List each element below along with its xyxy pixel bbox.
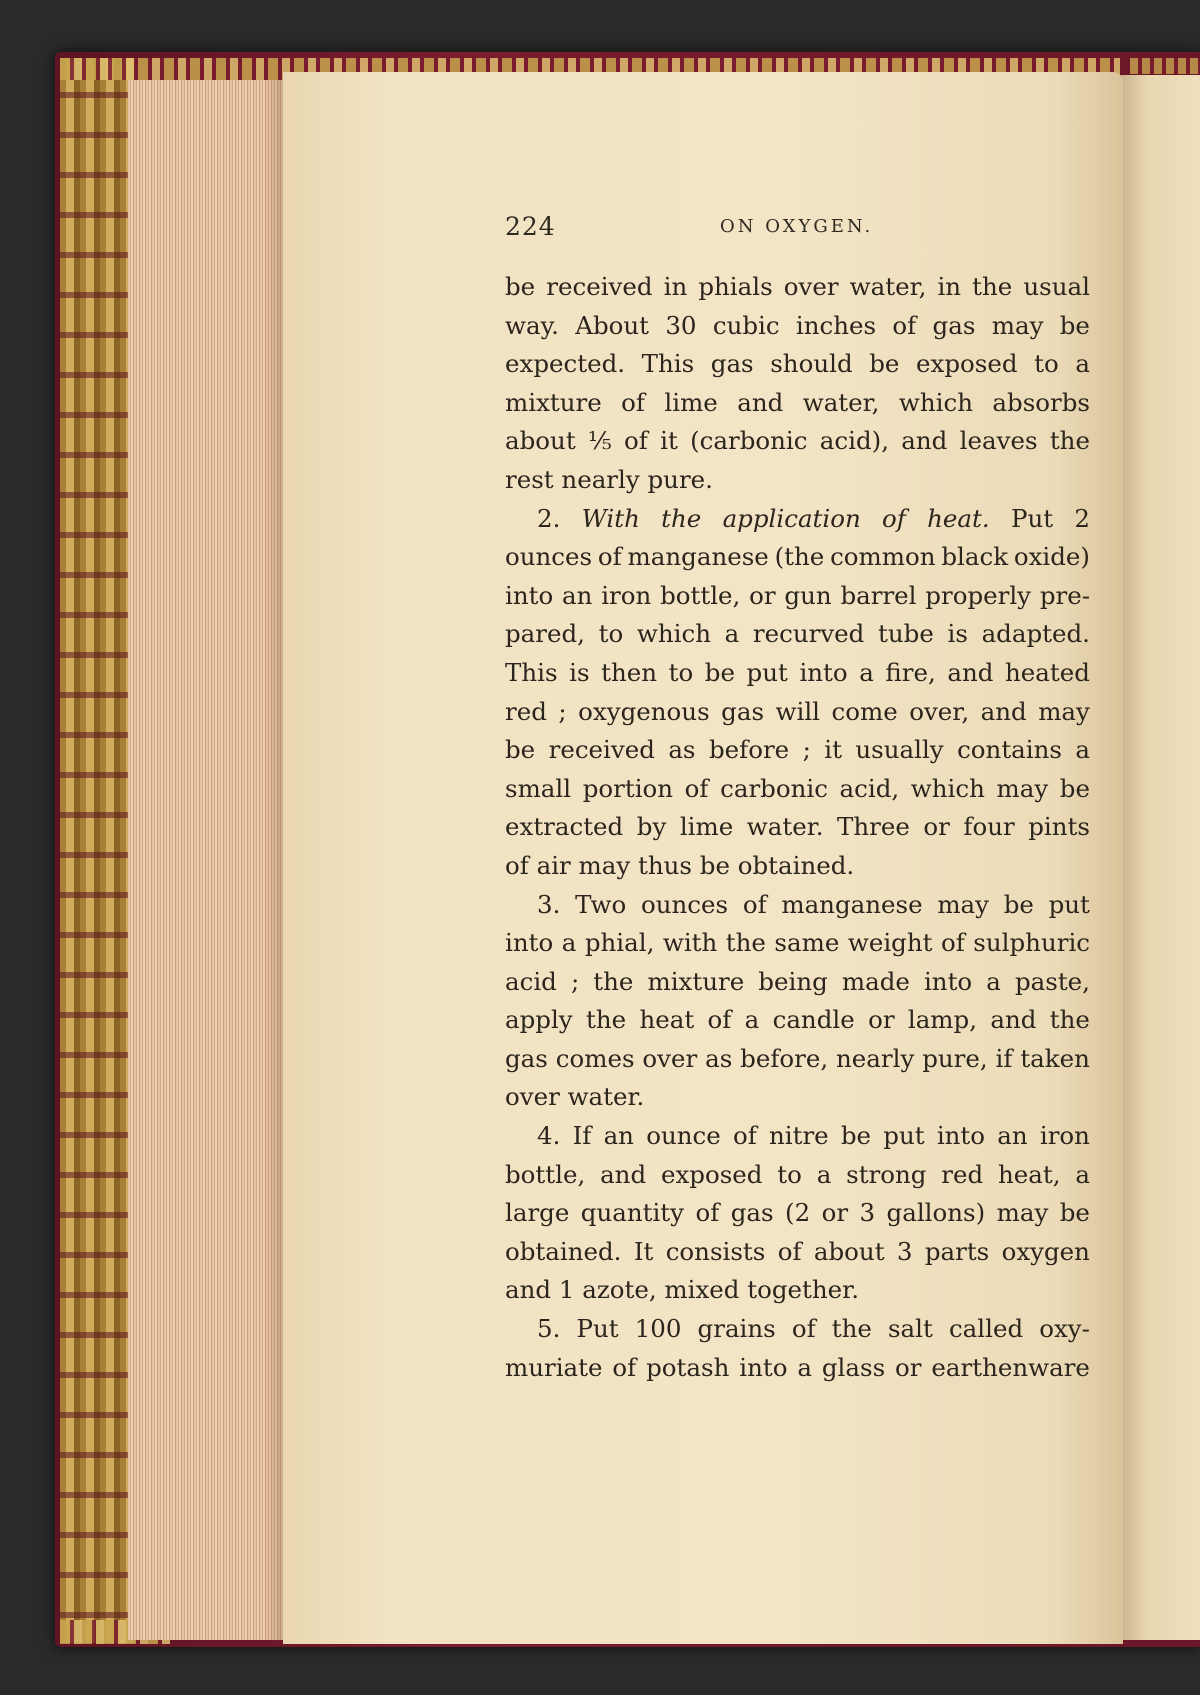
text-line — [505, 500, 1090, 539]
text-word: a — [1075, 349, 1090, 379]
text-word: way. — [505, 310, 559, 340]
text-line — [505, 1156, 1090, 1195]
text-word: a — [1075, 1159, 1090, 1189]
text-word: pure, — [922, 1043, 988, 1073]
text-word: ; — [570, 966, 580, 996]
text-word: the — [661, 503, 702, 533]
text-word: tube — [878, 619, 934, 649]
text-word: heat. — [927, 503, 990, 533]
text-word: may — [1038, 696, 1090, 726]
text-word: received — [546, 272, 653, 301]
text-line — [505, 307, 1090, 346]
text-word: and — [737, 387, 784, 417]
text-line — [505, 1001, 1090, 1040]
text-word: put — [1048, 889, 1090, 919]
text-word: muriate — [505, 1352, 603, 1382]
text-word: be — [1059, 773, 1090, 803]
text-word: 4. — [537, 1121, 561, 1151]
text-word: consists — [665, 1236, 766, 1266]
text-word: lime — [664, 387, 718, 417]
text-line-content: and 1 azote, mixed together. — [505, 1275, 859, 1305]
text-word: to — [777, 1159, 802, 1189]
text-word: paste, — [1014, 966, 1090, 996]
text-word: obtained. — [505, 1236, 622, 1266]
text-word: cubic — [712, 310, 780, 340]
text-word: manganese — [781, 889, 923, 919]
text-word: About — [575, 310, 650, 340]
text-word: taken — [1020, 1043, 1090, 1073]
text-word: a — [724, 619, 740, 649]
text-word: heated — [1005, 657, 1090, 687]
text-word: quantity — [580, 1198, 684, 1228]
text-word: an — [603, 1121, 634, 1151]
text-line — [505, 1117, 1090, 1156]
text-line — [505, 1194, 1090, 1233]
text-word: potash — [646, 1352, 730, 1382]
text-word: Put — [1010, 503, 1054, 533]
text-word: should — [770, 349, 853, 379]
text-word: expected. — [505, 349, 626, 379]
text-word: grains — [697, 1314, 776, 1344]
text-word: bottle, — [505, 1159, 586, 1189]
page-edge-ornament — [1130, 58, 1200, 74]
text-word: be — [840, 1121, 872, 1151]
text-word: into — [923, 966, 973, 996]
text-word: the — [1049, 1005, 1090, 1035]
text-word: heat, — [998, 1159, 1061, 1189]
text-word: ; — [558, 696, 567, 726]
text-word: or — [895, 1352, 922, 1382]
text-word: of — [621, 387, 645, 417]
text-word: may — [996, 773, 1049, 803]
text-word: lamp, — [907, 1005, 978, 1035]
text-word: Two — [575, 889, 627, 919]
text-word: over — [783, 272, 839, 301]
text-word: or — [868, 1005, 895, 1035]
text-word: glass — [821, 1352, 886, 1382]
text-word: be — [1003, 889, 1034, 919]
text-word: a — [797, 1352, 812, 1382]
text-word: to — [1034, 349, 1059, 379]
text-word: recurved — [752, 619, 865, 649]
text-word: over, — [909, 696, 970, 726]
text-word: sulphuric — [973, 928, 1090, 958]
text-word: phial, — [584, 928, 655, 958]
text-word: common — [830, 542, 936, 572]
text-word: of — [940, 928, 965, 958]
text-word: leaves — [959, 426, 1038, 456]
text-word: or — [923, 812, 950, 842]
text-word: of — [612, 1352, 637, 1382]
text-word: exposed — [660, 1159, 763, 1189]
text-word: gas — [721, 696, 765, 726]
text-line — [505, 847, 1090, 886]
text-word: it — [660, 426, 678, 456]
text-line — [505, 577, 1090, 616]
text-word: as — [668, 735, 696, 765]
text-word: mixture — [647, 966, 745, 996]
text-word: may — [937, 889, 989, 919]
text-word: a — [986, 966, 1001, 996]
text-line — [505, 422, 1090, 461]
facing-page-edge — [1120, 75, 1200, 1640]
text-word: nitre — [768, 1121, 829, 1151]
text-word: nearly — [836, 1043, 915, 1073]
text-word: the — [972, 272, 1013, 301]
text-word: to — [668, 657, 694, 687]
gilt-border-ornament — [60, 58, 135, 1643]
text-word: into — [739, 1352, 788, 1382]
text-word: over — [642, 1043, 698, 1073]
text-word: water. — [746, 812, 824, 842]
text-word: extracted — [505, 812, 624, 842]
text-line — [505, 924, 1090, 963]
text-word: (carbonic — [690, 426, 808, 456]
text-word: a — [561, 928, 577, 958]
text-word: properly — [925, 580, 1032, 610]
text-word: an — [997, 1121, 1028, 1151]
text-word: ; — [802, 735, 811, 765]
text-word: into — [505, 928, 554, 958]
running-head: ON OXYGEN. — [720, 216, 874, 237]
text-line — [505, 538, 1090, 577]
text-line — [505, 731, 1090, 770]
text-word: 5. — [537, 1314, 561, 1344]
text-word: lime — [679, 812, 734, 842]
text-word: of — [892, 310, 917, 340]
text-word: ounces — [641, 889, 729, 919]
text-word: into — [799, 657, 848, 687]
text-word: be — [1059, 310, 1090, 340]
text-word: oxygen — [1001, 1236, 1090, 1266]
text-word: into — [505, 580, 554, 610]
page-header — [505, 212, 1095, 252]
text-word: water, — [849, 272, 927, 301]
text-word: Three — [837, 812, 910, 842]
text-word: by — [636, 812, 667, 842]
text-word: gas — [710, 349, 754, 379]
text-word: gas — [932, 310, 976, 340]
text-word: be — [869, 349, 900, 379]
text-word: ⅕ — [587, 426, 612, 456]
text-word: and — [947, 657, 994, 687]
text-word: a — [744, 1005, 760, 1035]
text-word: of — [791, 1314, 816, 1344]
text-word: of — [742, 889, 767, 919]
text-word: mixture — [505, 387, 602, 417]
text-word: pre- — [1039, 580, 1090, 610]
text-word: red — [941, 1159, 984, 1189]
text-line — [505, 808, 1090, 847]
text-word: of — [684, 773, 709, 803]
text-line — [505, 1233, 1090, 1272]
text-word: If — [572, 1121, 592, 1151]
text-word: of — [624, 426, 648, 456]
text-word: and — [600, 1159, 647, 1189]
text-word: red — [505, 696, 547, 726]
text-word: iron — [601, 580, 652, 610]
text-word: apply — [505, 1005, 573, 1035]
text-word: it — [824, 735, 842, 765]
text-word: the — [831, 1314, 872, 1344]
text-word: of — [882, 503, 906, 533]
text-word: into — [936, 1121, 986, 1151]
text-word: absorbs — [992, 387, 1090, 417]
text-word: same — [774, 928, 840, 958]
text-word: about — [813, 1236, 885, 1266]
text-line — [505, 1310, 1090, 1349]
text-word: and — [990, 1005, 1037, 1035]
text-line — [505, 1078, 1090, 1117]
text-word: parts — [924, 1236, 990, 1266]
text-line — [505, 770, 1090, 809]
text-word: 3 — [859, 1198, 876, 1228]
text-word: pared, — [505, 619, 585, 649]
text-word: the — [593, 966, 634, 996]
text-word: received — [548, 735, 655, 765]
text-word: gallons) — [886, 1198, 986, 1228]
text-word: portion — [582, 773, 674, 803]
text-word: the — [725, 928, 766, 958]
text-word: or — [821, 1198, 849, 1228]
text-word: may — [991, 310, 1044, 340]
text-word: 100 — [634, 1314, 682, 1344]
text-word: called — [948, 1314, 1024, 1344]
text-word: oxide) — [1013, 542, 1090, 572]
text-word: be — [1059, 1198, 1090, 1228]
text-word: of — [597, 542, 622, 572]
text-line — [505, 1349, 1090, 1388]
text-word: to — [598, 619, 624, 649]
text-word: oxygenous — [578, 696, 710, 726]
text-word: barrel — [840, 580, 917, 610]
text-word: weight — [847, 928, 933, 958]
text-word: acid — [505, 966, 557, 996]
text-word: about — [505, 426, 576, 456]
text-line — [505, 268, 1090, 307]
text-word: in — [937, 272, 962, 301]
text-word: before, — [740, 1043, 829, 1073]
text-word: of — [695, 1198, 720, 1228]
text-word: inches — [795, 310, 877, 340]
text-word: water, — [802, 387, 880, 417]
text-word: of — [707, 1005, 732, 1035]
text-line — [505, 1271, 1090, 1310]
text-word: is — [947, 619, 968, 649]
text-word: the — [585, 1005, 627, 1035]
text-word: before — [708, 735, 790, 765]
page-stack-edge — [128, 80, 283, 1640]
text-word: of — [732, 1121, 757, 1151]
text-word: is — [569, 657, 590, 687]
text-word: in — [663, 272, 688, 301]
text-word: be — [704, 657, 735, 687]
text-word: gas — [505, 1043, 548, 1073]
text-word: with — [662, 928, 718, 958]
text-word: carbonic — [720, 773, 828, 803]
text-line-content: rest nearly pure. — [505, 464, 713, 494]
text-word: 3. — [537, 889, 561, 919]
text-word: (the — [774, 542, 825, 572]
text-word: heat — [639, 1005, 695, 1035]
text-word: (2 — [785, 1198, 811, 1228]
text-word: a — [816, 1159, 832, 1189]
text-word: phials — [698, 272, 773, 301]
text-word: With — [581, 503, 640, 533]
text-word: ounces — [505, 542, 593, 572]
text-line — [505, 461, 1090, 500]
text-word: made — [841, 966, 910, 996]
text-line — [505, 963, 1090, 1002]
text-word: small — [505, 773, 572, 803]
text-line — [505, 693, 1090, 732]
text-word: then — [601, 657, 658, 687]
text-line — [505, 384, 1090, 423]
text-word: four — [963, 812, 1015, 842]
text-word: be — [505, 735, 536, 765]
text-word: being — [758, 966, 828, 996]
text-line — [505, 886, 1090, 925]
text-word: which — [910, 773, 985, 803]
text-word: adapted. — [981, 619, 1090, 649]
text-word: an — [562, 580, 593, 610]
text-word: which — [898, 387, 973, 417]
text-word: application — [722, 503, 861, 533]
text-word: contains — [957, 735, 1062, 765]
text-word: usually — [855, 735, 944, 765]
text-word: may — [996, 1198, 1049, 1228]
text-word: 2. — [537, 503, 561, 533]
text-word: acid, — [839, 773, 900, 803]
text-word: usual — [1023, 272, 1090, 301]
text-word: a — [859, 657, 874, 687]
text-word: as — [705, 1043, 733, 1073]
text-word: It — [633, 1236, 654, 1266]
text-word: oxy- — [1039, 1314, 1090, 1344]
text-word: salt — [887, 1314, 933, 1344]
text-word: gun — [784, 580, 832, 610]
text-word: put — [746, 657, 788, 687]
text-word: will — [775, 696, 821, 726]
text-line — [505, 615, 1090, 654]
text-word: 30 — [665, 310, 697, 340]
text-word: be — [505, 272, 536, 301]
text-word: the — [1049, 426, 1090, 456]
text-word: exposed — [916, 349, 1018, 379]
text-word: or — [749, 580, 776, 610]
text-word: ounce — [646, 1121, 721, 1151]
text-line-content: over water. — [505, 1082, 645, 1112]
text-word: put — [883, 1121, 925, 1151]
text-word: This — [641, 349, 695, 379]
text-word: large — [505, 1198, 570, 1228]
text-word: earthenware — [931, 1352, 1090, 1382]
text-word: 2 — [1074, 503, 1090, 533]
text-word: acid), — [819, 426, 889, 456]
text-word: come — [831, 696, 898, 726]
text-word: strong — [846, 1159, 927, 1189]
text-word: comes — [555, 1043, 635, 1073]
text-line — [505, 1040, 1090, 1079]
text-word: of — [777, 1236, 802, 1266]
text-word: This — [505, 657, 558, 687]
text-word: which — [636, 619, 711, 649]
page-number: 224 — [505, 212, 556, 241]
text-line — [505, 654, 1090, 693]
text-line-content: of air may thus be obtained. — [505, 850, 855, 880]
text-word: fire, — [885, 657, 936, 687]
text-line — [505, 345, 1090, 384]
text-word: if — [995, 1043, 1013, 1073]
text-word: pints — [1028, 812, 1090, 842]
text-word: bottle, — [660, 580, 741, 610]
text-word: iron — [1039, 1121, 1090, 1151]
text-word: Put — [576, 1314, 619, 1344]
text-word: manganese — [627, 542, 769, 572]
text-word: 3 — [896, 1236, 913, 1266]
text-word: and — [980, 696, 1027, 726]
text-word: and — [901, 426, 948, 456]
text-word: black — [941, 542, 1009, 572]
text-word: candle — [772, 1005, 855, 1035]
body-text — [505, 268, 1090, 1387]
text-word: gas — [730, 1198, 774, 1228]
text-word: a — [1075, 735, 1090, 765]
